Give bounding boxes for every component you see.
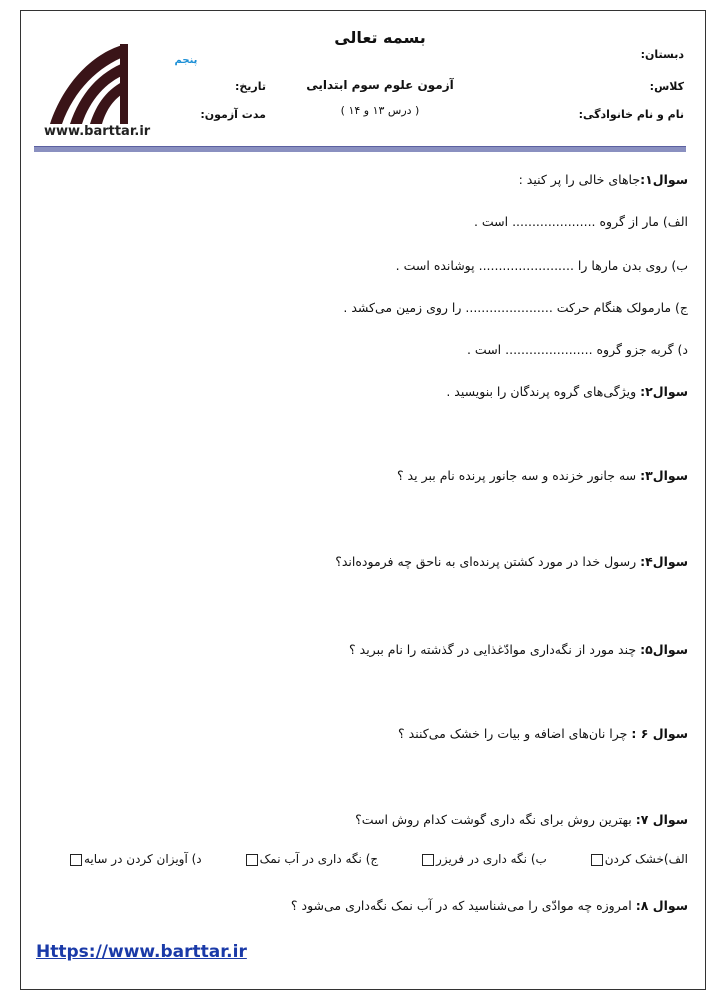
checkbox-icon[interactable] (422, 854, 434, 866)
school-label: دبستان: (640, 48, 684, 61)
question-1: سوال۱:جاهای خالی را پر کنید : (518, 172, 688, 187)
question-3: سوال۳: سه جانور خزنده و سه جانور پرنده نام ببر ید ؟ (396, 468, 688, 483)
question-1c: ج) مارمولک هنگام حرکت ...................... را روی زمین می‌کشد . (343, 300, 688, 315)
question-1a: الف) مار از گروه ..................... است . (473, 214, 688, 229)
q7-options (70, 852, 688, 866)
checkbox-icon[interactable] (591, 854, 603, 866)
logo-url: www.barttar.ir (44, 124, 151, 139)
question-2: سوال۲: ویژگی‌های گروه پرندگان را بنویسید . (446, 384, 688, 399)
question-7: سوال ۷: بهترین روش برای نگه داری گوشت کدام روش است؟ (355, 812, 688, 827)
q7-option-a[interactable]: الف)خشک کردن (591, 852, 688, 866)
question-6: سوال ۶ : چرا نان‌های اضافه و بیات را خشک می‌کنند ؟ (398, 726, 688, 741)
header-divider (34, 146, 686, 152)
checkbox-icon[interactable] (246, 854, 258, 866)
name-label: نام و نام خانوادگی: (578, 108, 684, 121)
page-border (20, 10, 706, 990)
duration-label: مدت آزمون: (200, 108, 266, 121)
badge-logo (172, 46, 200, 76)
footer-link[interactable]: Https://www.barttar.ir (36, 942, 247, 962)
question-1d: د) گربه جزو گروه ...................... است . (466, 342, 688, 357)
question-8: سوال ۸: امروزه چه موادّی را می‌شناسید که در آب نمک نگه‌داری می‌شود ؟ (290, 898, 688, 913)
exam-title: آزمون علوم سوم ابتدایی (306, 78, 454, 92)
q7-option-c[interactable]: ج) نگه داری در آب نمک (246, 852, 379, 866)
q7-option-d[interactable]: د) آویزان کردن در سایه (70, 852, 202, 866)
barttar-logo-icon (44, 42, 134, 126)
q7-option-b[interactable]: ب) نگه داری در فریزر (422, 852, 547, 866)
date-label: تاریخ: (234, 80, 266, 93)
question-1b: ب) روی بدن مارها را ........................ پوشانده است . (395, 258, 688, 273)
bismillah: بسمه تعالی (334, 28, 426, 47)
checkbox-icon[interactable] (70, 854, 82, 866)
lessons: ( درس ۱۳ و ۱۴ ) (340, 104, 420, 117)
question-5: سوال۵: چند مورد از نگه‌داری موادّغذایی در گذشته را نام ببرید ؟ (349, 642, 688, 657)
badge-logo-text: پنجم (174, 55, 198, 66)
class-label: کلاس: (649, 80, 684, 93)
question-4: سوال۴: رسول خدا در مورد کشتن پرنده‌ای به ناحق چه فرموده‌اند؟ (335, 554, 688, 569)
